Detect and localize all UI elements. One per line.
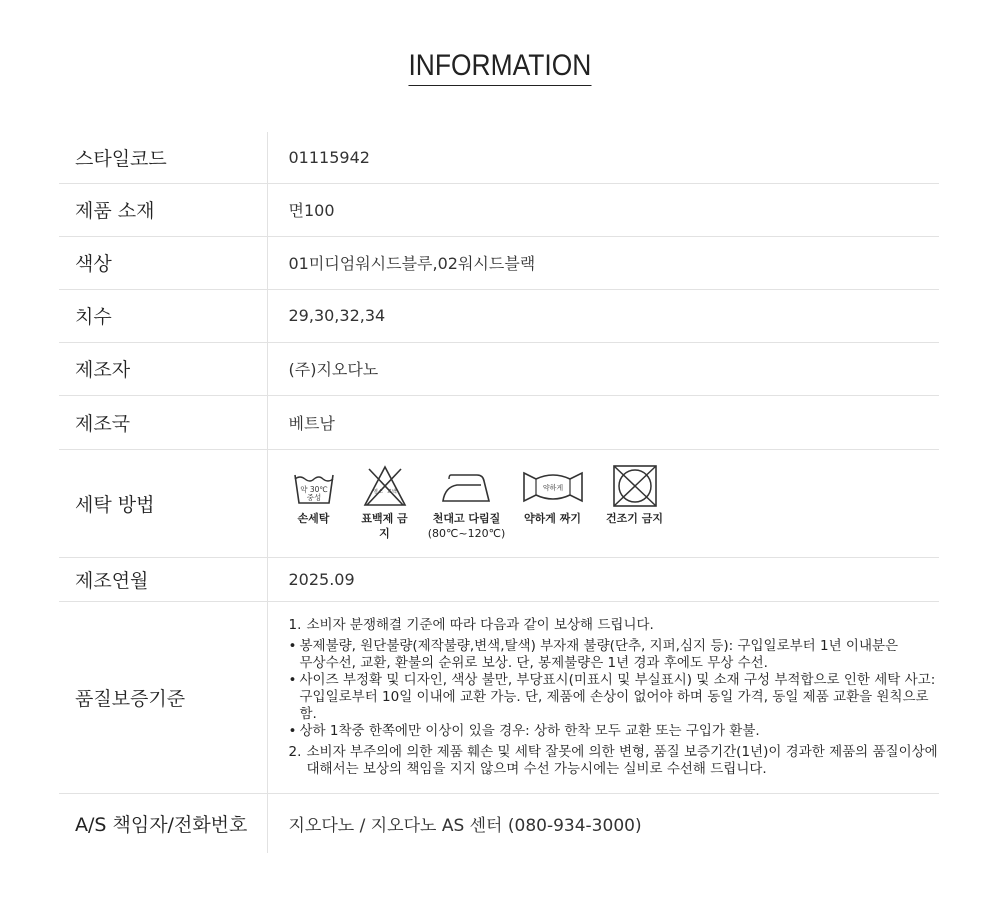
iron-icon bbox=[437, 465, 497, 507]
row-value: 지오다노 / 지오다노 AS 센터 (080-934-3000) bbox=[288, 815, 642, 836]
bullet-text: 상하 1착중 한쪽에만 이상이 있을 경우: 상하 한착 모두 교환 또는 구입가 환불. bbox=[299, 722, 760, 739]
product-info-table bbox=[59, 132, 939, 853]
bullet-mark: • bbox=[288, 671, 297, 688]
table-row bbox=[59, 449, 939, 557]
table-row bbox=[59, 342, 939, 395]
wash-caption bbox=[428, 511, 506, 541]
row-value: (주)지오다노 bbox=[288, 360, 379, 379]
hand-wash-icon bbox=[292, 465, 336, 507]
item-number: 1. bbox=[288, 616, 302, 633]
row-label: 세탁 방법 bbox=[59, 449, 267, 557]
row-label: 제조연월 bbox=[59, 557, 267, 601]
table-row bbox=[59, 289, 939, 342]
wash-icon-text: 약하게 bbox=[542, 484, 563, 492]
row-label: 제조자 bbox=[59, 342, 267, 395]
gentle-wring-icon bbox=[522, 465, 584, 507]
wash-item-dryer bbox=[605, 465, 665, 526]
quality-bullet bbox=[289, 638, 940, 672]
wash-caption: 표백제 금지 bbox=[361, 512, 408, 540]
bullet-text: 구입일로부터 10일 이내에 교환 가능. 단, 제품에 손상이 없어야 하며 동일 가격, 동일 제품 교환을 원칙으로 함. bbox=[299, 688, 929, 722]
item-text: 소비자 분쟁해결 기준에 따라 다음과 같이 보상해 드립니다. bbox=[306, 616, 654, 633]
wash-item-wring bbox=[521, 465, 585, 526]
table-row bbox=[59, 183, 939, 236]
table-row bbox=[59, 793, 939, 853]
no-tumble-dry-icon bbox=[612, 465, 658, 507]
row-value: 29,30,32,34 bbox=[288, 306, 386, 325]
quality-bullet bbox=[289, 723, 940, 740]
row-label: 색상 bbox=[59, 236, 267, 289]
wash-caption: 건조기 금지 bbox=[606, 512, 663, 525]
wash-icon-text: 염소 bbox=[372, 489, 383, 495]
bullet-mark: • bbox=[288, 637, 297, 654]
item-text: 소비자 부주의에 의한 제품 훼손 및 세탁 잘못에 의한 변형, 품질 보증기간(1년)이 경과한 제품의 품질이상에 bbox=[306, 743, 938, 760]
wash-caption-sub: (80℃~120℃) bbox=[427, 527, 506, 540]
row-label: 품질보증기준 bbox=[59, 601, 267, 793]
section-title: INFORMATION bbox=[409, 48, 592, 86]
quality-item bbox=[289, 744, 940, 778]
row-label: A/S 책임자/전화번호 bbox=[59, 793, 267, 853]
row-value: 면100 bbox=[288, 201, 335, 220]
quality-standard-text bbox=[289, 617, 940, 778]
quality-item bbox=[289, 617, 940, 634]
row-label: 제조국 bbox=[59, 395, 267, 449]
bullet-text: 사이즈 부정확 및 디자인, 색상 불만, 부당표시(미표시 및 부실표시) 및 소재 구성 부적합으로 인한 세탁 사고: bbox=[299, 671, 936, 688]
row-value: 01미디엄워시드블루,02워시드블랙 bbox=[288, 254, 536, 273]
row-value bbox=[267, 449, 939, 557]
wash-caption: 약하게 짜기 bbox=[524, 512, 581, 525]
section-title-wrap bbox=[0, 48, 1000, 86]
wash-caption: 손세탁 bbox=[297, 512, 330, 525]
row-value bbox=[267, 601, 939, 793]
bullet-text: 봉제불량, 원단불량(제작불량,변색,탈색) 부자재 불량(단추, 지퍼,심지 등): 구입일로부터 1년 이내분은 bbox=[299, 637, 899, 654]
row-value: 01115942 bbox=[288, 147, 370, 167]
row-value: 베트남 bbox=[288, 413, 335, 433]
table-row bbox=[59, 395, 939, 449]
bullet-mark: • bbox=[288, 722, 297, 739]
wash-item-bleach bbox=[357, 465, 413, 541]
row-label: 스타일코드 bbox=[59, 132, 267, 183]
table-row bbox=[59, 557, 939, 601]
wash-item-hand bbox=[289, 465, 339, 526]
item-text: 대해서는 보상의 책임을 지지 않으며 수선 가능시에는 실비로 수선해 드립니다. bbox=[306, 760, 767, 777]
row-label: 제품 소재 bbox=[59, 183, 267, 236]
row-value: 2025.09 bbox=[288, 569, 355, 589]
wash-icon-text: 표백 bbox=[386, 489, 397, 495]
wash-icon-text: 약 30℃ bbox=[299, 485, 328, 494]
table-row bbox=[59, 236, 939, 289]
wash-caption-main: 천대고 다림질 bbox=[432, 512, 501, 525]
table-row bbox=[59, 601, 939, 793]
table-row bbox=[59, 132, 939, 183]
wash-icon-text: 중성 bbox=[306, 493, 321, 502]
row-label: 치수 bbox=[59, 289, 267, 342]
bullet-text: 무상수선, 교환, 환불의 순위로 보상. 단, 봉제불량은 1년 경과 후에도 무상 수선. bbox=[299, 654, 768, 671]
item-number: 2. bbox=[288, 743, 302, 760]
quality-bullet bbox=[289, 672, 940, 723]
wash-item-iron bbox=[429, 465, 505, 541]
washing-icons bbox=[289, 465, 940, 541]
no-bleach-icon bbox=[363, 465, 407, 507]
